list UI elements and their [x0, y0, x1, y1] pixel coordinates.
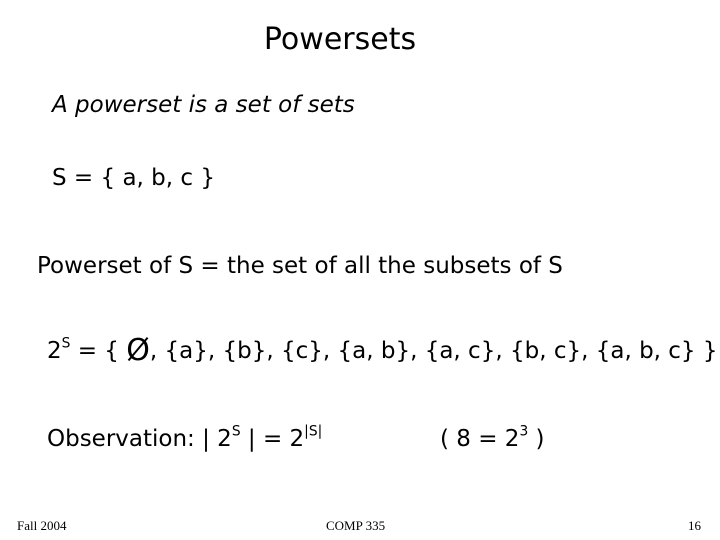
powerset-exponent: S	[61, 335, 71, 352]
example-equation	[440, 423, 545, 452]
example-tail: )	[528, 426, 545, 452]
powerset-of-s-definition: Powerset of S = the set of all the subsets of S	[37, 253, 563, 279]
observation	[47, 423, 323, 452]
powerset-base: 2	[47, 338, 62, 364]
example-exponent: 3	[519, 423, 529, 440]
slide-title: Powersets	[263, 22, 417, 57]
set-s-definition: S = { a, b, c }	[52, 165, 215, 191]
footer-date: Fall 2004	[17, 518, 67, 533]
footer-course: COMP 335	[326, 518, 386, 533]
empty-set-symbol: Ø	[126, 333, 150, 368]
powerset-open-brace: = {	[70, 338, 127, 364]
powerset-elements: , {a}, {b}, {c}, {a, b}, {a, c}, {b, c}, {a, b, c} }	[149, 338, 718, 364]
powerset-definition: A powerset is a set of sets	[52, 92, 355, 118]
observation-middle: | = 2	[240, 426, 305, 452]
powerset-expression	[47, 333, 718, 368]
observation-exponent-cardinality: |S|	[304, 423, 323, 440]
observation-label: Observation: | 2	[47, 426, 232, 452]
observation-exponent-s: S	[231, 423, 241, 440]
example-lead: ( 8 = 2	[440, 426, 520, 452]
footer-page-number: 16	[688, 518, 701, 533]
